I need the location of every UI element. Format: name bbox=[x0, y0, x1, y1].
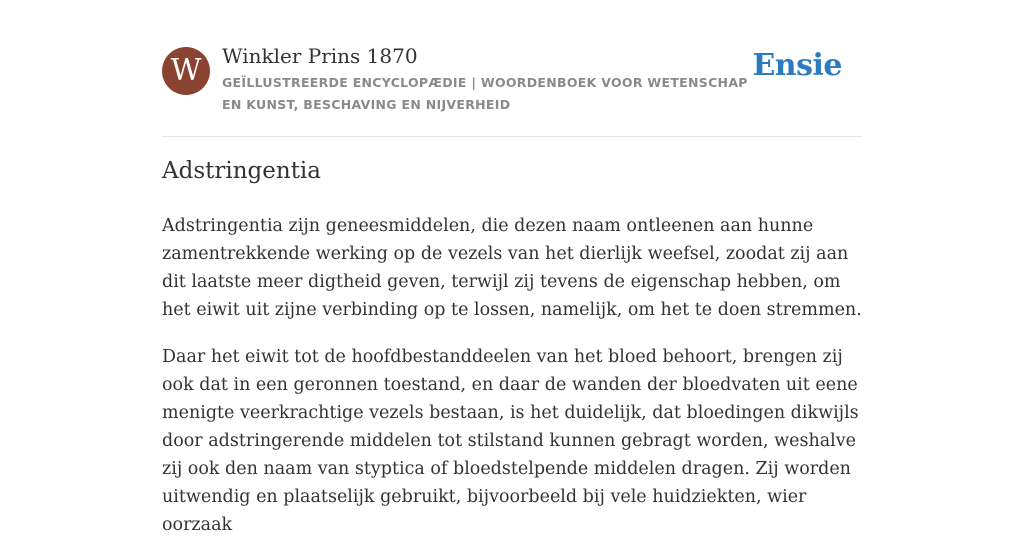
article-paragraph: Daar het eiwit tot de hoofdbestanddeelen van het bloed behoort, brengen zij ook dat in een geronnen toestand, en daar de wanden der bloedvaten uit eene menigte veerkrachtige vezels bestaan, is het duidelijk, dat bloedingen dikwijls door adstringerende middelen tot stilstand kunnen gebragt worden, weshalve zij ook den naam van styptica of bloedstelpende middelen dragen. Zij worden uitwendig en plaatselijk gebruikt, bijvoorbeeld bij vele huidziekten, wier oorzaak bbox=[162, 347, 859, 535]
article-body bbox=[162, 212, 862, 558]
source-avatar[interactable]: W bbox=[162, 47, 210, 95]
source-title[interactable]: Winkler Prins 1870 bbox=[222, 44, 418, 68]
source-subtitle: GEÏLLUSTREERDE ENCYCLOPÆDIE | WOORDENBOEK VOOR WETENSCHAP EN KUNST, BESCHAVING EN NIJVERHEID bbox=[222, 75, 748, 112]
source-header bbox=[162, 0, 862, 137]
content-column bbox=[162, 0, 862, 535]
article-title: Adstringentia bbox=[162, 158, 322, 184]
article-paragraph: Adstringentia zijn geneesmiddelen, die dezen naam ontleenen aan hunne zamentrekkende werking op de vezels van het dierlijk weefsel, zoodat zij aan dit laatste meer digtheid geven, terwijl zij tevens de eigenschap hebben, om het eiwit uit zijne verbinding op te lossen, namelijk, om het te doen stremmen. bbox=[162, 216, 862, 320]
ensie-logo[interactable]: Ensie bbox=[752, 48, 842, 83]
